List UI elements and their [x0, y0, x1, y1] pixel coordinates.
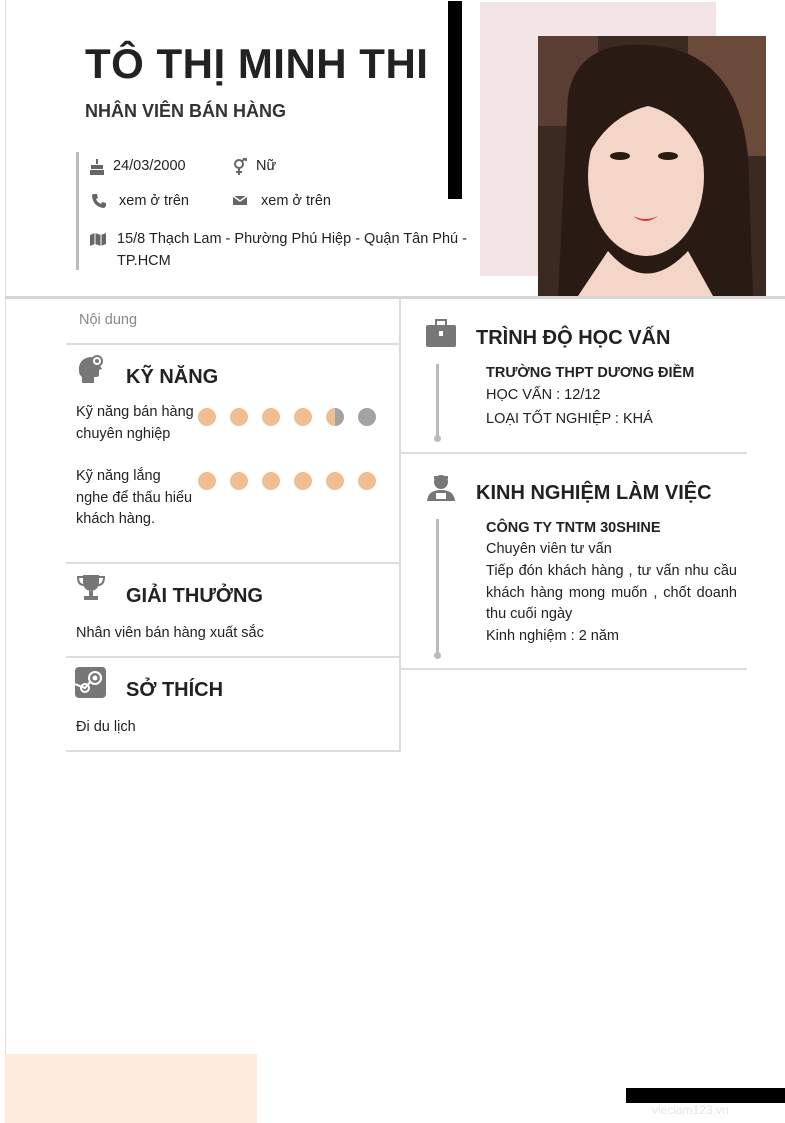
address-row [89, 228, 467, 272]
hobbies-title: SỞ THÍCH [126, 679, 224, 701]
worker-icon [425, 473, 457, 508]
education-rank: LOẠI TỐT NGHIỆP : KHÁ [486, 411, 653, 427]
skill-1-dot [294, 408, 312, 426]
skills-section [66, 345, 401, 564]
awards-title: GIẢI THƯỞNG [126, 585, 263, 607]
email-value: xem ở trên [261, 193, 331, 209]
profile-photo [538, 36, 766, 296]
education-timeline-dot [434, 435, 441, 442]
skill-2-line2: nghe để thấu hiểu [76, 489, 193, 506]
education-title: TRÌNH ĐỘ HỌC VẤN [476, 327, 671, 349]
skill-2-line1: Kỹ năng lắng [76, 468, 161, 484]
footer-peach-block [5, 1054, 257, 1123]
skill-2-dot [326, 472, 344, 490]
skills-title: KỸ NĂNG [126, 366, 219, 388]
footer-black-bar [626, 1088, 785, 1103]
award-text: Nhân viên bán hàng xuất sắc [76, 625, 264, 641]
job-title: NHÂN VIÊN BÁN HÀNG [85, 101, 287, 121]
address-line2: TP.HCM [117, 253, 171, 269]
email-row [232, 193, 331, 211]
gender-icon [232, 158, 256, 180]
education-grade: HỌC VẤN : 12/12 [486, 387, 601, 403]
briefcase-icon [425, 319, 457, 354]
skill-2-dot [358, 472, 376, 490]
skill-1-dot [230, 408, 248, 426]
hobby-text: Đi du lịch [76, 719, 136, 735]
desc-line1: Tiếp đón khách hàng , tư vấn nhu cầu [486, 563, 737, 579]
right-divider-1 [401, 452, 747, 454]
experience-timeline [436, 519, 439, 656]
experience-timeline-dot [434, 652, 441, 659]
skill-2-dot [294, 472, 312, 490]
job-description [486, 561, 737, 626]
skill-2-dot [230, 472, 248, 490]
skill-2-name [76, 466, 201, 531]
gender-row [232, 158, 276, 180]
skill-1-dot [262, 408, 280, 426]
phone-row [91, 193, 189, 213]
address-line1: 15/8 Thạch Lam - Phường Phú Hiệp - Quận Tân Phú - [117, 231, 467, 247]
school-name: TRƯỜNG THPT DƯƠNG ĐIỀM [486, 365, 695, 381]
phone-icon [91, 193, 119, 213]
skill-1-dot [358, 408, 376, 426]
right-divider-2 [401, 668, 747, 670]
skill-1-name [76, 402, 201, 445]
skills-head-icon [75, 353, 107, 390]
skill-2-dot [198, 472, 216, 490]
skill-1-line1: Kỹ năng bán hàng [76, 404, 194, 420]
birthday-value: 24/03/2000 [113, 158, 186, 174]
map-icon [89, 228, 117, 251]
skill-2-line3: khách hàng. [76, 511, 156, 527]
education-timeline [436, 364, 439, 438]
phone-value: xem ở trên [119, 193, 189, 209]
company-name: CÔNG TY TNTM 30SHINE [486, 520, 661, 536]
mail-icon [232, 193, 261, 211]
gender-value: Nữ [256, 158, 277, 174]
cake-icon [89, 158, 111, 180]
position: Chuyên viên tư vấn [486, 541, 612, 557]
birthday-row [89, 158, 186, 180]
skill-1-dot [198, 408, 216, 426]
trophy-icon [75, 572, 107, 609]
content-placeholder[interactable]: Nội dung [79, 312, 138, 328]
steam-icon [75, 667, 106, 703]
skill-1-dot [326, 408, 344, 426]
watermark: vieclam123.vn [652, 1103, 729, 1117]
experience-title: KINH NGHIỆM LÀM VIỆC [476, 482, 712, 504]
desc-line2: khách hàng mong muốn , chốt doanh [486, 584, 737, 601]
candidate-name: TÔ THỊ MINH THI [85, 40, 429, 87]
skill-1-line2: chuyên nghiệp [76, 425, 171, 442]
skill-2-dot [262, 472, 280, 490]
experience-years: Kinh nghiệm : 2 năm [486, 628, 619, 644]
desc-line3: thu cuối ngày [486, 606, 573, 622]
